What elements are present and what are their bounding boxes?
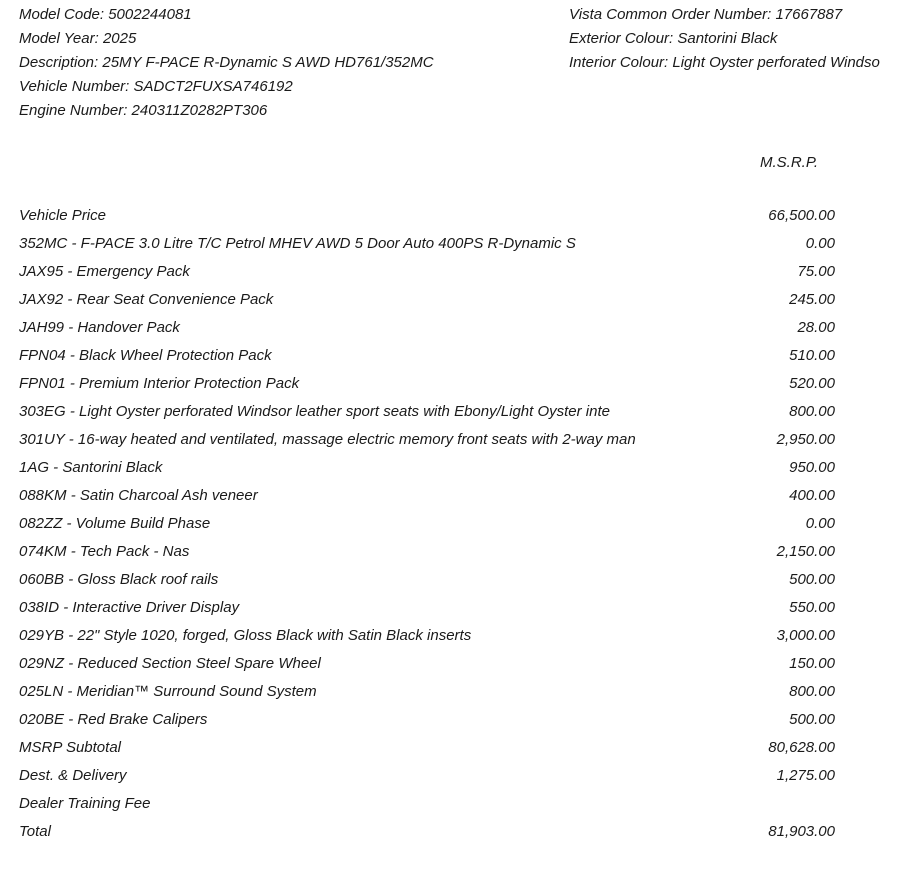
price-row (19, 288, 835, 316)
price-row (19, 680, 835, 708)
price-row-description: JAX95 - Emergency Pack (19, 263, 190, 280)
price-row (19, 820, 835, 848)
price-row-amount: 80,628.00 (768, 739, 835, 756)
price-row-amount: 0.00 (805, 515, 835, 532)
price-row-description: 020BE - Red Brake Calipers (19, 711, 208, 728)
model-description: Description: 25MY F-PACE R-Dynamic S AWD HD761/352MC (19, 54, 434, 71)
vista-order-number: Vista Common Order Number: 17667887 (569, 6, 843, 23)
price-row-description: 352MC - F-PACE 3.0 Litre T/C Petrol MHEV AWD 5 Door Auto 400PS R-Dynamic S (19, 235, 576, 252)
price-row-amount: 520.00 (789, 375, 835, 392)
price-row (19, 400, 835, 428)
price-row-amount: 66,500.00 (768, 207, 835, 224)
price-row-description: Total (19, 823, 51, 840)
price-row (19, 484, 835, 512)
price-row (19, 652, 835, 680)
price-row-amount: 800.00 (789, 683, 835, 700)
price-row-amount: 150.00 (789, 655, 835, 672)
price-row-description: 088KM - Satin Charcoal Ash veneer (19, 487, 258, 504)
interior-colour: Interior Colour: Light Oyster perforated Windso (569, 54, 880, 71)
exterior-colour: Exterior Colour: Santorini Black (569, 30, 778, 47)
price-row (19, 764, 835, 792)
engine-number: Engine Number: 240311Z0282PT306 (19, 102, 268, 119)
price-row-amount: 0.00 (805, 235, 835, 252)
price-row (19, 204, 835, 232)
model-year: Model Year: 2025 (19, 30, 137, 47)
price-row (19, 540, 835, 568)
price-row (19, 232, 835, 260)
price-row-description: 029NZ - Reduced Section Steel Spare Wheel (19, 655, 321, 672)
price-row-description: 074KM - Tech Pack - Nas (19, 543, 190, 560)
price-row-amount: 400.00 (789, 487, 835, 504)
price-row-amount: 950.00 (789, 459, 835, 476)
price-row-amount: 500.00 (789, 711, 835, 728)
price-row-amount: 800.00 (789, 403, 835, 420)
price-row-description: JAX92 - Rear Seat Convenience Pack (19, 291, 274, 308)
price-row-description: 029YB - 22" Style 1020, forged, Gloss Black with Satin Black inserts (19, 627, 472, 644)
price-row-amount: 245.00 (789, 291, 835, 308)
price-row (19, 596, 835, 624)
price-row-amount: 2,150.00 (776, 543, 835, 560)
price-row-description: FPN01 - Premium Interior Protection Pack (19, 375, 300, 392)
price-row-amount: 510.00 (789, 347, 835, 364)
price-row-amount: 3,000.00 (776, 627, 835, 644)
price-row-description: 303EG - Light Oyster perforated Windsor leather sport seats with Ebony/Light Oyster inte (19, 403, 610, 420)
price-row-description: FPN04 - Black Wheel Protection Pack (19, 347, 272, 364)
price-row-amount: 75.00 (797, 263, 835, 280)
price-row (19, 512, 835, 540)
price-row-description: JAH99 - Handover Pack (19, 319, 180, 336)
price-row (19, 344, 835, 372)
price-row (19, 428, 835, 456)
price-row (19, 372, 835, 400)
price-row-description: 060BB - Gloss Black roof rails (19, 571, 219, 588)
vehicle-number: Vehicle Number: SADCT2FUXSA746192 (19, 78, 293, 95)
price-row-amount: 2,950.00 (776, 431, 835, 448)
price-row-description: 1AG - Santorini Black (19, 459, 163, 476)
price-row-description: Dealer Training Fee (19, 795, 151, 812)
price-row-amount: 28.00 (797, 319, 835, 336)
price-row (19, 568, 835, 596)
price-row-amount: 81,903.00 (768, 823, 835, 840)
price-row-amount: 1,275.00 (776, 767, 835, 784)
price-table (19, 204, 835, 848)
price-row-description: 025LN - Meridian™ Surround Sound System (19, 683, 317, 700)
price-row (19, 624, 835, 652)
price-row-amount: 550.00 (789, 599, 835, 616)
model-code: Model Code: 5002244081 (19, 6, 192, 23)
price-row-description: Vehicle Price (19, 207, 106, 224)
price-row (19, 456, 835, 484)
price-row (19, 316, 835, 344)
price-row-description: 301UY - 16-way heated and ventilated, massage electric memory front seats with 2-way man (19, 431, 636, 448)
price-row-description: 082ZZ - Volume Build Phase (19, 515, 211, 532)
vehicle-info-left (19, 5, 539, 125)
price-row-description: Dest. & Delivery (19, 767, 127, 784)
price-row-description: MSRP Subtotal (19, 739, 121, 756)
price-row-description: 038ID - Interactive Driver Display (19, 599, 240, 616)
price-row (19, 708, 835, 736)
msrp-column-title: M.S.R.P. (760, 154, 819, 171)
price-row (19, 736, 835, 764)
vehicle-info-right (569, 5, 909, 77)
price-row (19, 260, 835, 288)
price-row (19, 792, 835, 820)
price-row-amount: 500.00 (789, 571, 835, 588)
